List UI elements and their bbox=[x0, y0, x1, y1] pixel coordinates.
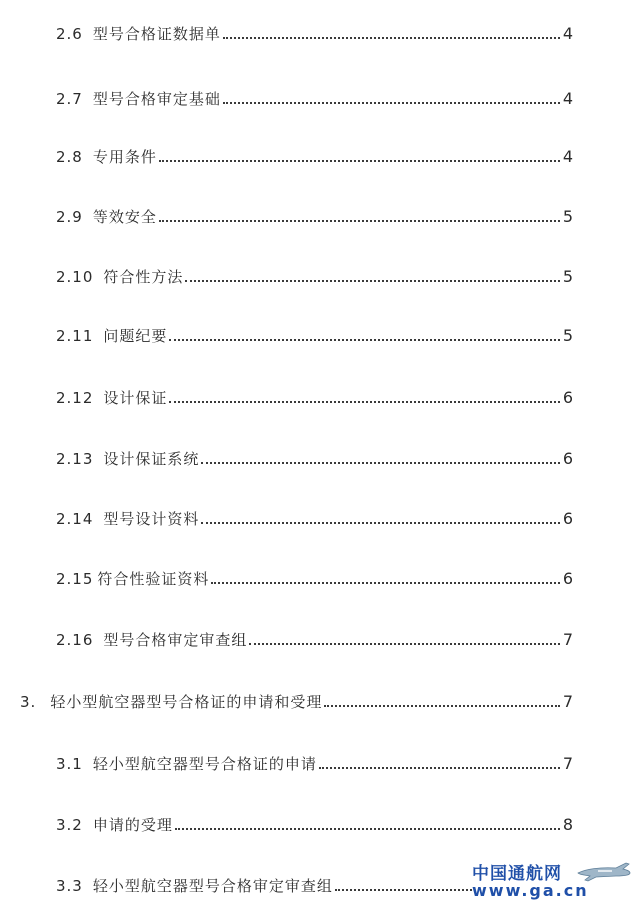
toc-title: 申请的受理 bbox=[92, 816, 173, 834]
toc-leader-dots bbox=[335, 889, 472, 891]
airplane-icon bbox=[576, 859, 632, 883]
toc-leader-dots bbox=[175, 828, 560, 830]
toc-number: 3.3 bbox=[56, 877, 83, 895]
toc-entry[interactable] bbox=[56, 565, 574, 589]
toc-number: 3.2 bbox=[56, 816, 83, 834]
toc-page-number: 7 bbox=[562, 630, 574, 649]
toc-number: 2.7 bbox=[56, 90, 83, 108]
toc-number: 2.11 bbox=[56, 327, 94, 345]
toc-page-number: 4 bbox=[562, 24, 574, 43]
toc-title: 型号设计资料 bbox=[103, 510, 200, 528]
toc-number: 2.8 bbox=[56, 148, 83, 166]
toc-page-number: 5 bbox=[562, 326, 574, 345]
toc-page-number: 6 bbox=[562, 449, 574, 468]
toc-title: 问题纪要 bbox=[103, 327, 168, 345]
toc-number: 2.16 bbox=[56, 631, 94, 649]
toc-entry[interactable] bbox=[56, 143, 574, 167]
toc-page-number: 6 bbox=[562, 509, 574, 528]
toc-leader-dots bbox=[185, 280, 560, 282]
toc-leader-dots bbox=[249, 643, 560, 645]
toc-number: 3.1 bbox=[56, 755, 83, 773]
toc-leader-dots bbox=[223, 102, 560, 104]
toc-title: 型号合格证数据单 bbox=[92, 25, 221, 43]
toc-number: 2.14 bbox=[56, 510, 94, 528]
toc-title: 等效安全 bbox=[92, 208, 157, 226]
toc-title: 符合性方法 bbox=[103, 268, 184, 286]
toc-leader-dots bbox=[211, 582, 560, 584]
toc-page-number: 5 bbox=[562, 267, 574, 286]
toc-entry[interactable] bbox=[56, 872, 486, 896]
toc-entry[interactable] bbox=[56, 811, 574, 835]
toc-leader-dots bbox=[169, 339, 560, 341]
toc-entry[interactable] bbox=[56, 263, 574, 287]
toc-leader-dots bbox=[201, 462, 560, 464]
toc-entry[interactable] bbox=[56, 85, 574, 109]
toc-entry[interactable] bbox=[56, 626, 574, 650]
toc-page-number: 6 bbox=[562, 388, 574, 407]
toc-entry[interactable] bbox=[56, 203, 574, 227]
toc-title: 型号合格审定基础 bbox=[92, 90, 221, 108]
toc-title: 轻小型航空器型号合格证的申请和受理 bbox=[50, 693, 323, 711]
toc-title: 型号合格审定审查组 bbox=[103, 631, 248, 649]
watermark-url: www.ga.cn bbox=[472, 881, 589, 900]
toc-number: 2.9 bbox=[56, 208, 83, 226]
toc-title: 设计保证 bbox=[103, 389, 168, 407]
toc-title: 轻小型航空器型号合格证的申请 bbox=[92, 755, 317, 773]
toc-number: 2.12 bbox=[56, 389, 94, 407]
toc-number: 2.13 bbox=[56, 450, 94, 468]
toc-number: 2.15 bbox=[56, 570, 94, 588]
toc-leader-dots bbox=[159, 220, 560, 222]
toc-page-number: 6 bbox=[562, 569, 574, 588]
toc-entry[interactable] bbox=[56, 445, 574, 469]
toc-leader-dots bbox=[159, 160, 560, 162]
toc-leader-dots bbox=[319, 767, 560, 769]
site-watermark bbox=[472, 859, 632, 907]
toc-entry[interactable] bbox=[56, 505, 574, 529]
toc-entry[interactable] bbox=[56, 750, 574, 774]
toc-title: 设计保证系统 bbox=[103, 450, 200, 468]
toc-page-number: 5 bbox=[562, 207, 574, 226]
toc-number: 3. bbox=[20, 693, 37, 711]
toc-title: 专用条件 bbox=[92, 148, 157, 166]
toc-page-number: 7 bbox=[562, 692, 574, 711]
toc-leader-dots bbox=[223, 37, 560, 39]
toc-entry[interactable] bbox=[56, 384, 574, 408]
toc-entry[interactable] bbox=[56, 20, 574, 44]
toc-entry[interactable] bbox=[20, 688, 574, 712]
watermark-site-name: 中国通航网 bbox=[472, 864, 562, 884]
toc-leader-dots bbox=[169, 401, 560, 403]
toc-entry[interactable] bbox=[56, 322, 574, 346]
toc-page-number: 4 bbox=[562, 147, 574, 166]
toc-title: 符合性验证资料 bbox=[97, 570, 210, 588]
toc-page-number: 8 bbox=[562, 815, 574, 834]
toc-title: 轻小型航空器型号合格审定审查组 bbox=[92, 877, 333, 895]
toc-leader-dots bbox=[324, 705, 560, 707]
toc-page-number: 7 bbox=[562, 754, 574, 773]
toc-page-number: 4 bbox=[562, 89, 574, 108]
toc-number: 2.6 bbox=[56, 25, 83, 43]
toc-number: 2.10 bbox=[56, 268, 94, 286]
toc-leader-dots bbox=[201, 522, 560, 524]
